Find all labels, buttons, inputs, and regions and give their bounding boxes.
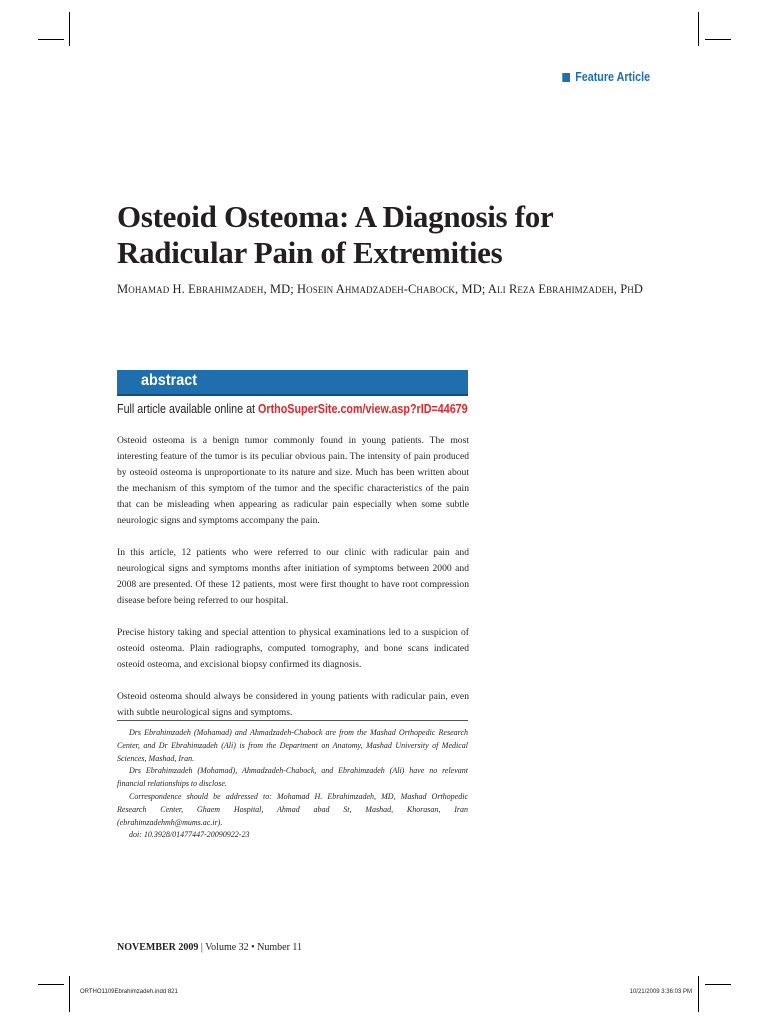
abstract-paragraph: Osteoid osteoma is a benign tumor commonly found in young patients. The most interesting feature of the tumor is its peculiar obvious pain. The intensity of pain produced by osteoid osteoma is unproportionate to its nature and size. Much has been written about the mechanism of this symptom of the tumor and the specific characteristics of the pain that can be misleading when appearing as radicular pain especially when some subtle neurologic signs and symptoms accompany the pain. [117,435,469,526]
footnote-correspondence: Correspondence should be addressed to: Mohamad H. Ebrahimzadeh, MD, Mashad Orthopedic Research Center, Ghaem Hospital, Ahmad abad St, Mashad, Khorasan, Iran (ebrahimzadehmh@mums.ac.ir). [117,791,468,827]
crop-mark [698,12,699,46]
article-authors: Mohamad H. Ebrahimzadeh, MD; Hosein Ahmadzadeh-Chabock, MD; Ali Reza Ebrahimzadeh, PhD [117,282,643,296]
crop-mark [705,39,731,40]
abstract-paragraph: Osteoid osteoma should always be considered in young patients with radicular pain, even with subtle neurological signs and symptoms. [117,691,469,718]
online-availability [117,402,468,416]
abstract-paragraph: Precise history taking and special attention to physical examinations led to a suspicion of osteoid osteoma. Plain radiographs, computed tomography, and bone scans indicated osteoid osteoma, and excisional biopsy confirmed its diagnosis. [117,627,469,670]
slug-filename: ORTHO1109Ebrahimzadeh.indd 821 [80,989,178,995]
abstract-header-bar [117,370,468,396]
folio [117,942,302,953]
footnote-doi: doi: 10.3928/01477447-20090922-23 [129,830,250,840]
abstract-body [117,433,469,737]
folio-issue: NOVEMBER 2009 [117,942,199,953]
crop-mark [698,976,699,1012]
crop-mark [705,984,731,985]
footnote-affiliation: Drs Ebrahimzadeh (Mohamad) and Ahmadzadeh-Chabock are from the Mashad Orthopedic Research Center, and Dr Ebrahimzadeh (Ali) is from the Department on Anatomy, Mashad University of Medical Sciences, Mashad, Iran. [117,728,468,763]
section-square-icon [562,73,570,82]
abstract-paragraph: In this article, 12 patients who were referred to our clinic with radicular pain and neurological signs and symptoms months after initiation of symptoms between 2000 and 2008 are presented. Of these 12 patients, most were first thought to have root compression disease before being referred to our hospital. [117,547,469,606]
folio-volume: | Volume 32 • Number 11 [198,942,303,953]
article-title: Osteoid Osteoma: A Diagnosis for Radicular Pain of Extremities [117,199,553,270]
footnotes [117,727,468,842]
online-article-link[interactable]: OrthoSuperSite.com/view.asp?rID=44679 [258,402,468,416]
slug-timestamp: 10/21/2009 3:36:03 PM [629,989,692,995]
crop-mark [38,39,64,40]
footnote-disclosure: Drs Ebrahimzadeh (Mohamad), Ahmadzadeh-Chabock, and Ebrahimzadeh (Ali) have no relevant financial relationships to disclose. [117,766,468,789]
footnote-divider [117,720,468,721]
crop-mark [69,976,70,1012]
crop-mark [69,12,70,46]
abstract-heading: abstract [141,372,198,389]
crop-mark [38,984,64,985]
section-tag [562,70,650,84]
online-prefix: Full article available online at [117,402,259,416]
section-label: Feature Article [575,70,650,84]
